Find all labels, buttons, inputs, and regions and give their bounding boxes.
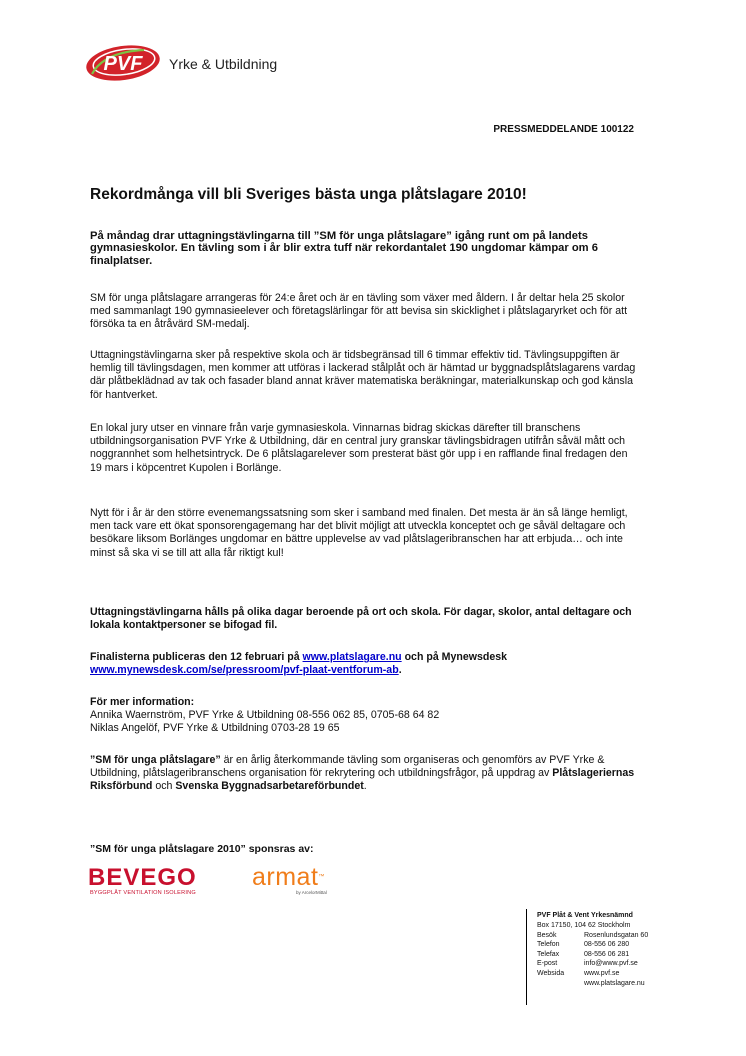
armat-logo-name: armat (252, 863, 319, 891)
contact-box (526, 909, 687, 1005)
paragraph-3: En lokal jury utser en vinnare från varje gymnasieskola. Vinnarnas bidrag skickas därefter till branschens utbildningsorganisation PVF Yrke & Utbildning, där en central jury granskar tävlingsbidragen utifrån såväl mått och noggrannhet som helhetsintryck. De 6 plåtslagarelever som presterat bäst gör upp i en rafflande final fredagen den 19 mars i köpcentret Kupolen i Borlänge. (90, 422, 628, 474)
contact-row-email (537, 959, 687, 969)
contact-row-website-2 (537, 979, 687, 989)
contact-row-label: Websida (537, 969, 565, 977)
about-text-2: och (152, 780, 176, 793)
about-org-1: Plåtslageriernas Riksförbund (90, 767, 635, 793)
contact-box-address: Box 17150, 104 62 Stockholm (537, 922, 631, 929)
contact-row-value: Rosenlundsgatan 60 (584, 931, 649, 939)
contact-row-value[interactable]: www.pvf.se (584, 969, 620, 977)
finalists-text-middle: och på Mynewsdesk (401, 651, 508, 663)
contact-row-label: Telefax (537, 950, 560, 958)
about-text-1: är en årlig återkommande tävling som organiseras och genomförs av PVF Yrke & Utbildning, plåtslageribranschens organisation för rekrytering och utbildningsfrågor, på uppdrag av (90, 754, 605, 780)
contact-row-website (537, 969, 687, 979)
armat-trademark: ™ (318, 874, 325, 880)
contact-row-label: Telefon (537, 941, 560, 949)
headline: Rekordmånga vill bli Sveriges bästa unga plåtslagare 2010! (90, 186, 527, 203)
finalists-text-after: . (398, 664, 402, 677)
lead-paragraph: På måndag drar uttagningstävlingarna till ”SM för unga plåtslagare” igång runt om på landets gymnasieskolor. En tävling som i år blir extra tuff när rekordantalet 190 ungdomar kämpar om 6 finalplatser. (90, 230, 598, 267)
paragraph-1: SM för unga plåtslagare arrangeras för 24:e året och är en tävling som växer med åldern. I år deltar hela 25 skolor med sammanlagt 190 gymnasieelever och företagslärlingar för att bevisa sin skicklighet i plåtslagaryrket och för att försöka ta en åtråvärd SM-medalj. (90, 292, 628, 331)
more-info (90, 696, 638, 736)
press-release-id: PRESSMEDDELANDE 100122 (493, 124, 634, 135)
armat-logo-tagline: by ArcelorMittal (296, 890, 327, 895)
contact-row-value[interactable]: www.platslagare.nu (584, 979, 645, 987)
mynewsdesk-link[interactable]: www.mynewsdesk.com/se/pressroom/pvf-plaat-ventforum-ab (90, 664, 399, 677)
finalists-paragraph (90, 651, 638, 677)
more-info-title: För mer information: (90, 696, 195, 708)
platslagare-link[interactable]: www.platslagare.nu (302, 651, 402, 663)
pvf-logo (84, 44, 304, 84)
bevego-logo (88, 866, 218, 906)
finalists-text-before: Finalisterna publiceras den 12 februari på (90, 651, 303, 663)
contact-box-title: PVF Plåt & Vent Yrkesnämnd (537, 912, 633, 919)
contact-row-value: 08-556 06 280 (584, 941, 630, 949)
bevego-logo-tagline: BYGGPLÅT VENTILATION ISOLERING (90, 890, 196, 896)
contact-row-label: Besök (537, 931, 557, 939)
about-paragraph (90, 754, 638, 794)
contact-row-fax (537, 950, 687, 960)
contact-row-label (537, 979, 584, 989)
about-org-2: Svenska Byggnadsarbetareförbundet (175, 780, 364, 793)
pvf-logo-badge (84, 44, 162, 82)
armat-logo (252, 864, 362, 904)
contact-row-visit (537, 931, 687, 941)
contact-row-value[interactable]: info@www.pvf.se (584, 960, 638, 968)
org-name: Yrke & Utbildning (169, 56, 278, 72)
contact-annika: Annika Waernström, PVF Yrke & Utbildning 08-556 062 85, 0705-68 64 82 (90, 709, 440, 722)
paragraph-2: Uttagningstävlingarna sker på respektive skola och är tidsbegränsad till 6 timmar effektiv tid. Tävlingsuppgiften är hemlig till tävlingsdagen, men kommer att utföras i lackerad stålplåt och är hämtad ur byggnadsplåtslagarens vardag där plåtbeklädnad av tak och fasader bland annat kräver matematiska beräkningar, materialkunskap och god känsla för hantverket. (90, 349, 636, 401)
contact-row-value: 08-556 06 281 (584, 950, 630, 958)
contact-niklas: Niklas Angelöf, PVF Yrke & Utbildning 0703-28 19 65 (90, 722, 340, 735)
about-text-3: . (363, 780, 367, 793)
schedule-note: Uttagningstävlingarna hålls på olika dagar beroende på ort och skola. För dagar, skolor, antal deltagare och lokala kontaktpersoner se bifogad fil. (90, 606, 632, 632)
paragraph-4: Nytt för i år är den större evenemangssatsning som sker i samband med finalen. Det mesta är än så länge hemligt, men tack vare ett ökat sponsorengagemang har det blivit möjligt att utveckla konceptet och ge såväl deltagare och besökare liksom Borlänges ungdomar en bättre upplevelse av vad plåtslageribranschen har att erbjuda… och inte minst så ska vi se till att alla får riktigt kul! (90, 507, 628, 559)
contact-row-phone (537, 940, 687, 950)
bevego-logo-name: BEVEGO (88, 864, 197, 891)
pvf-logo-text: PVF (103, 53, 143, 75)
about-competition-name: ”SM för unga plåtslagare” (90, 754, 221, 766)
contact-row-label: E-post (537, 960, 558, 968)
sponsors-title: ”SM för unga plåtslagare 2010” sponsras av: (90, 843, 314, 855)
